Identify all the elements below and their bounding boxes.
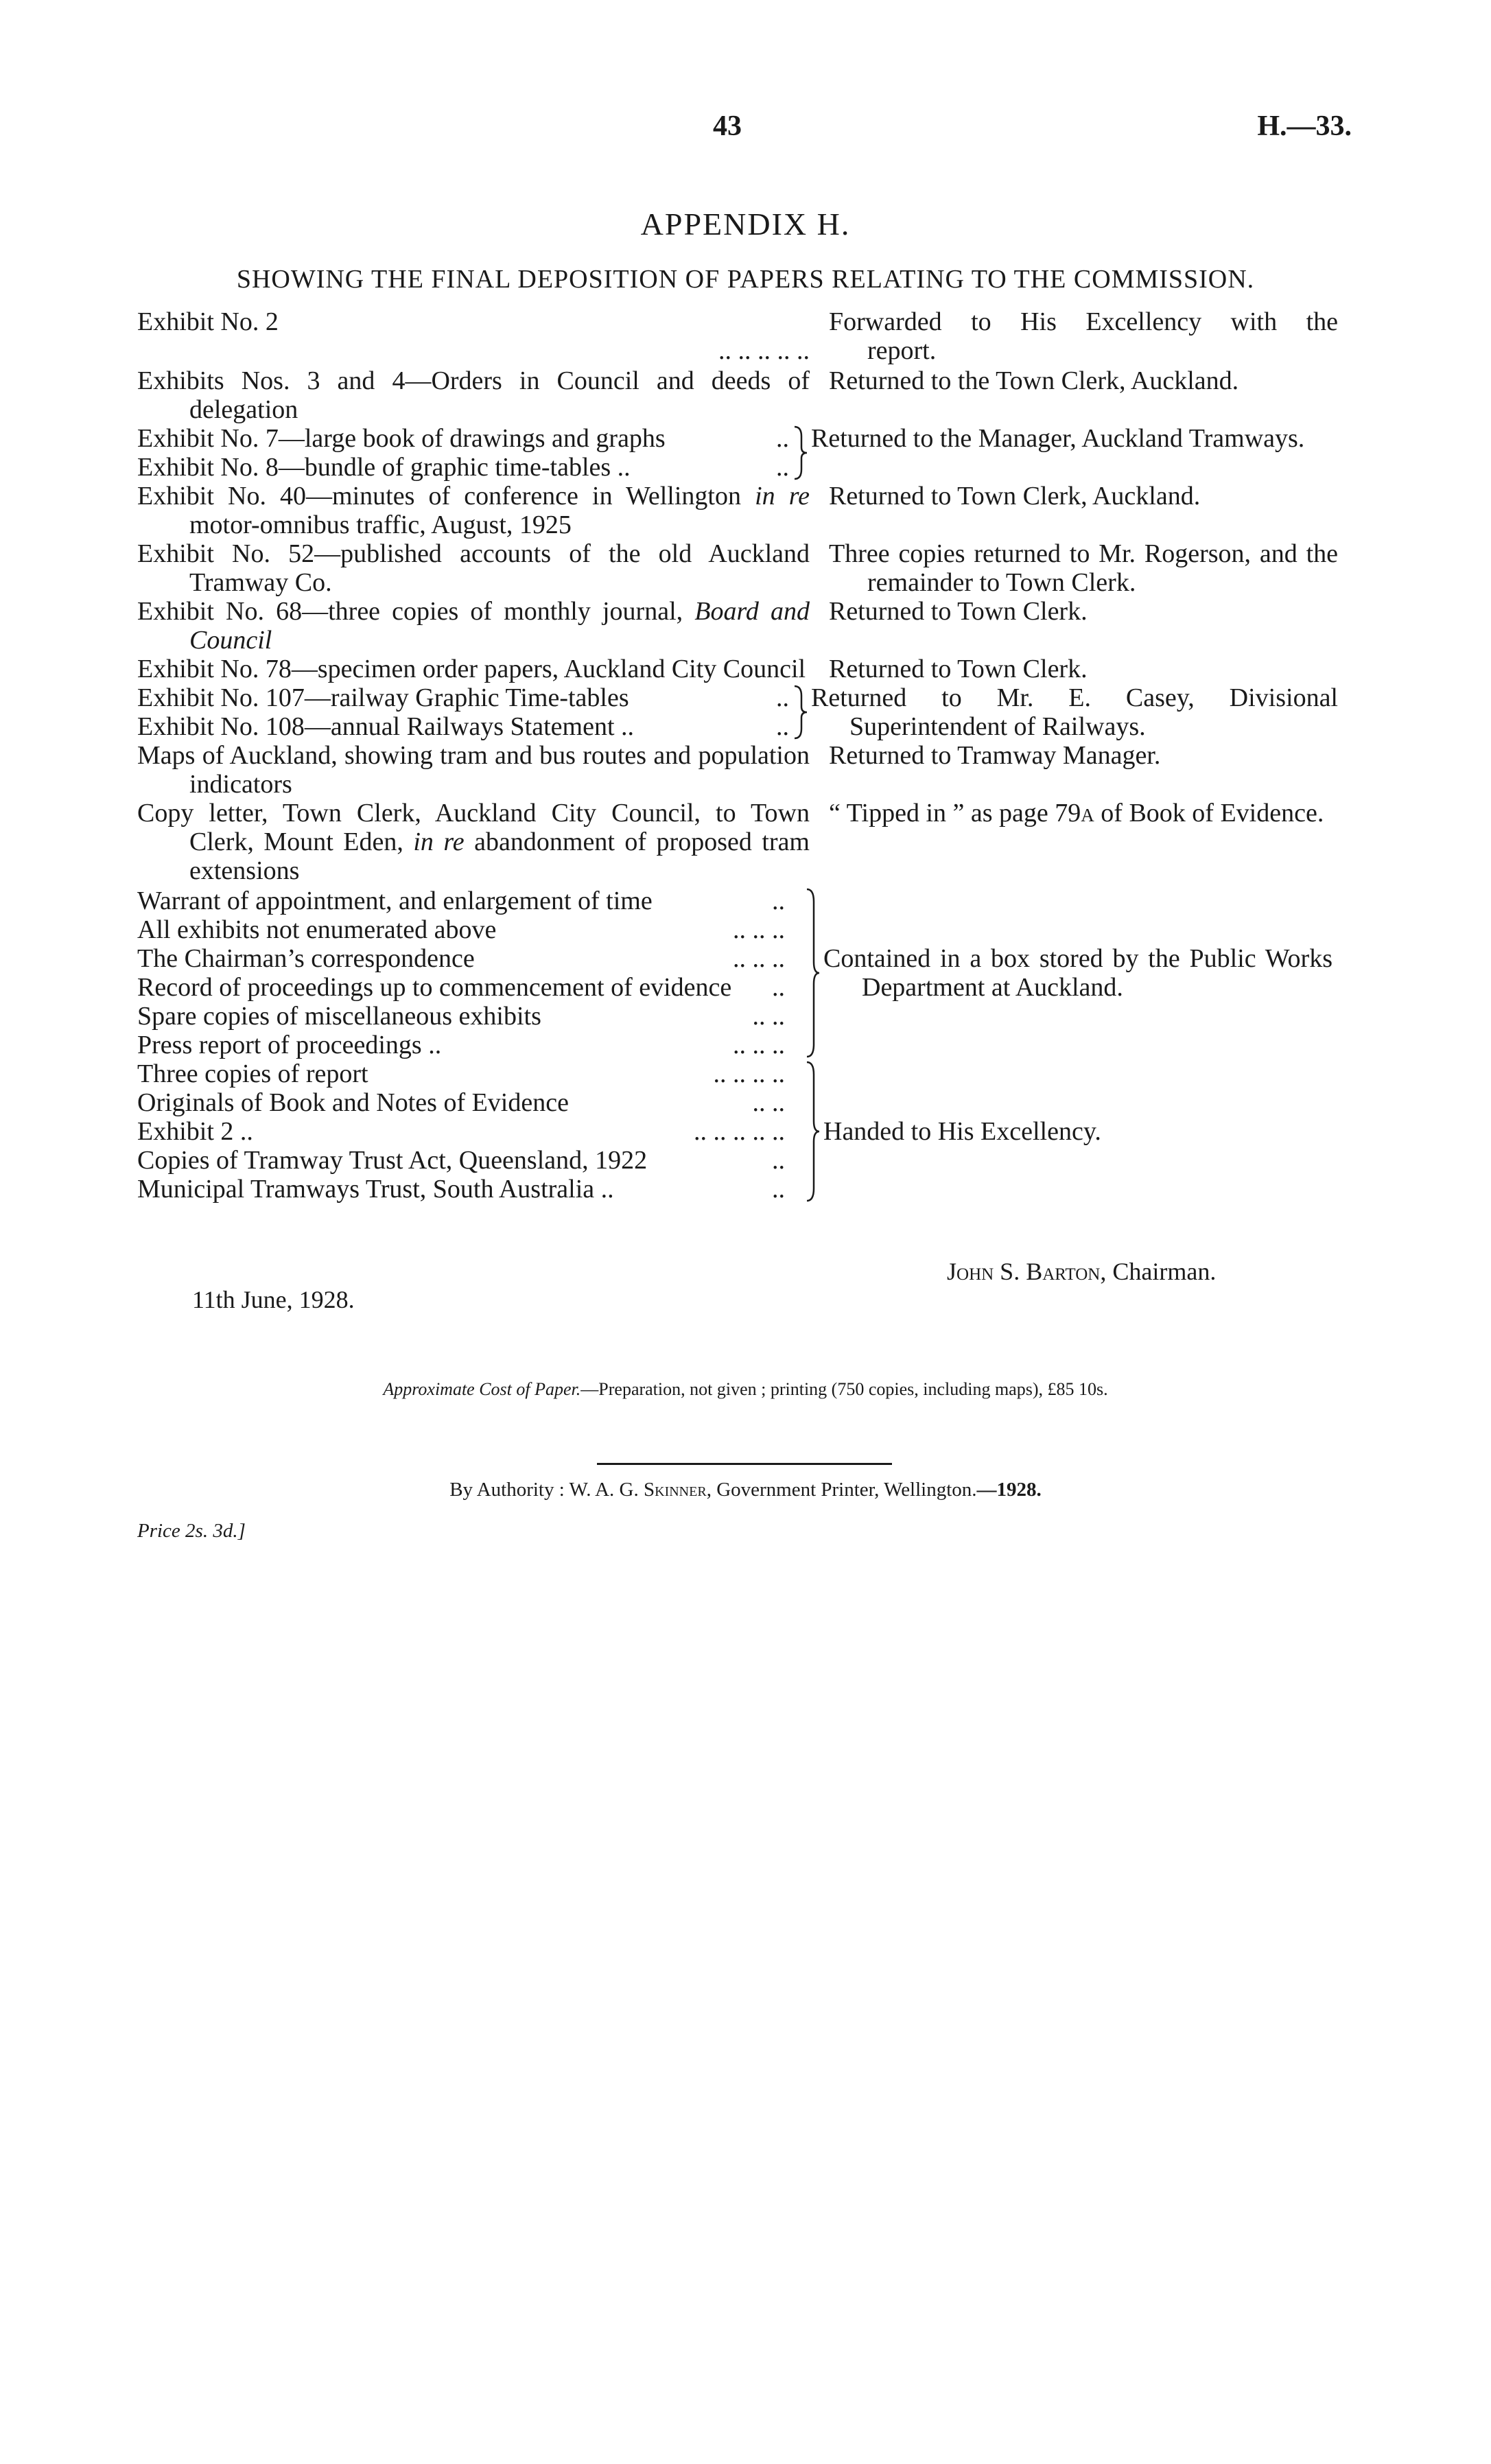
deposition-text: Returned to the Manager, Auckland Tramways. — [811, 424, 1305, 453]
table-row — [137, 424, 1338, 482]
dot-leader: .. — [776, 712, 789, 741]
table-row — [137, 799, 1338, 885]
table-row — [137, 482, 1338, 539]
dot-leader: .. .. .. — [733, 1031, 785, 1059]
deposition-table — [137, 307, 1338, 1204]
page-number: 43 — [713, 110, 742, 142]
list-item: Originals of Book and Notes of Evidence — [137, 1088, 569, 1117]
dot-leader: .. — [772, 1146, 785, 1175]
box-stored-group — [137, 887, 1338, 1059]
deposition-text: Returned to Town Clerk, Auckland. — [829, 482, 1201, 511]
deposition-text: Returned to Mr. E. Casey, Divisional Superintendent of Railways. — [811, 683, 1338, 741]
exhibit-description: Exhibit No. 40—minutes of conference in Wellington in re motor-omnibus traffic, August, 1925 — [137, 482, 810, 539]
table-row — [137, 539, 1338, 597]
deposition-text: Handed to His Excellency. — [823, 1117, 1101, 1146]
dot-leader: .. — [776, 424, 789, 453]
deposition-text: Returned to the Town Clerk, Auckland. — [829, 366, 1239, 395]
list-item: Spare copies of miscellaneous exhibits — [137, 1002, 541, 1031]
exhibit-description: Exhibit No. 107—railway Graphic Time-tables — [137, 683, 629, 712]
exhibit-description: Exhibit No. 52—published accounts of the old Auckland Tramway Co. — [137, 539, 810, 597]
deposition-text: Contained in a box stored by the Public Works Department at Auckland. — [823, 944, 1332, 1002]
exhibit-description: Exhibits Nos. 3 and 4—Orders in Council and deeds of delegation — [137, 366, 810, 424]
appendix-subtitle: SHOWING THE FINAL DEPOSITION OF PAPERS RELATING TO THE COMMISSION. — [236, 265, 1255, 294]
brace-icon — [792, 683, 810, 741]
table-row — [137, 655, 1338, 683]
exhibit-description: Exhibit No. 8—bundle of graphic time-tables .. — [137, 453, 631, 482]
deposition-text: Three copies returned to Mr. Rogerson, and the remainder to Town Clerk. — [829, 539, 1338, 597]
dot-leader: .. .. .. — [733, 915, 785, 944]
exhibit-description: Exhibit No. 68—three copies of monthly journal, Board and Council — [137, 597, 810, 655]
brace-icon — [804, 887, 822, 1059]
list-item: Three copies of report — [137, 1059, 368, 1088]
list-item: The Chairman’s correspondence — [137, 944, 475, 973]
dot-leader: .. .. .. .. — [713, 1059, 785, 1088]
dot-leader: .. .. .. .. .. — [694, 1117, 785, 1146]
deposition-text: Returned to Town Clerk. — [829, 655, 1088, 683]
dot-leader: .. — [776, 453, 789, 482]
report-date: 11th June, 1928. — [192, 1286, 355, 1313]
dot-leader: .. .. — [752, 1088, 785, 1117]
list-item: Press report of proceedings .. — [137, 1031, 442, 1059]
table-row — [137, 366, 1338, 424]
handed-to-excellency-group — [137, 1059, 1338, 1204]
list-item: Copies of Tramway Trust Act, Queensland, 1922 — [137, 1146, 648, 1175]
table-row — [137, 597, 1338, 655]
table-row — [137, 683, 1338, 741]
deposition-text-continued: report. — [867, 336, 937, 365]
deposition-text: Returned to Town Clerk. — [829, 597, 1088, 626]
exhibit-description: Exhibit No. 78—specimen order papers, Auckland City Council — [137, 655, 806, 683]
exhibit-description: Exhibit No. 7—large book of drawings and graphs — [137, 424, 666, 453]
exhibit-description: Maps of Auckland, showing tram and bus routes and population indicators — [137, 741, 810, 799]
exhibit-description: Copy letter, Town Clerk, Auckland City Council, to Town Clerk, Mount Eden, in re abandonment of proposed tram extensions — [137, 799, 810, 885]
list-item: Record of proceedings up to commencement of evidence — [137, 973, 732, 1002]
dot-leader: .. — [772, 973, 785, 1002]
signature: John S. Barton, Chairman. — [947, 1258, 1217, 1285]
cost-of-paper: Approximate Cost of Paper.—Preparation, not given ; printing (750 copies, including maps), £85 10s. — [383, 1379, 1108, 1399]
appendix-title: APPENDIX H. — [640, 207, 851, 242]
printer-imprint: By Authority : W. A. G. Skinner, Government Printer, Wellington.—1928. — [449, 1479, 1042, 1501]
price: Price 2s. 3d.] — [137, 1520, 246, 1542]
dot-leader: .. — [772, 887, 785, 915]
dot-leader: .. .. .. — [733, 944, 785, 973]
exhibit-description: Exhibit No. 108—annual Railways Statement .. — [137, 712, 635, 741]
brace-icon — [792, 424, 810, 482]
deposition-text: Returned to Tramway Manager. — [829, 741, 1161, 770]
exhibit-description: Exhibit No. 2 — [137, 307, 279, 336]
deposition-text: “ Tipped in ” as page 79a of Book of Evidence. — [829, 799, 1324, 828]
table-row — [137, 741, 1338, 799]
table-row — [137, 307, 1338, 365]
document-reference: H.—33. — [1257, 110, 1352, 142]
list-item: Warrant of appointment, and enlargement of time — [137, 887, 653, 915]
divider — [597, 1463, 892, 1465]
brace-icon — [804, 1059, 822, 1204]
dot-leader: .. .. .. .. .. — [718, 336, 810, 365]
dot-leader: .. .. — [752, 1002, 785, 1031]
dot-leader: .. — [772, 1175, 785, 1204]
list-item: All exhibits not enumerated above — [137, 915, 497, 944]
list-item: Exhibit 2 .. — [137, 1117, 253, 1146]
dot-leader: .. — [776, 683, 789, 712]
deposition-text: Forwarded to His Excellency with the — [829, 307, 1338, 336]
list-item: Municipal Tramways Trust, South Australia .. — [137, 1175, 614, 1204]
